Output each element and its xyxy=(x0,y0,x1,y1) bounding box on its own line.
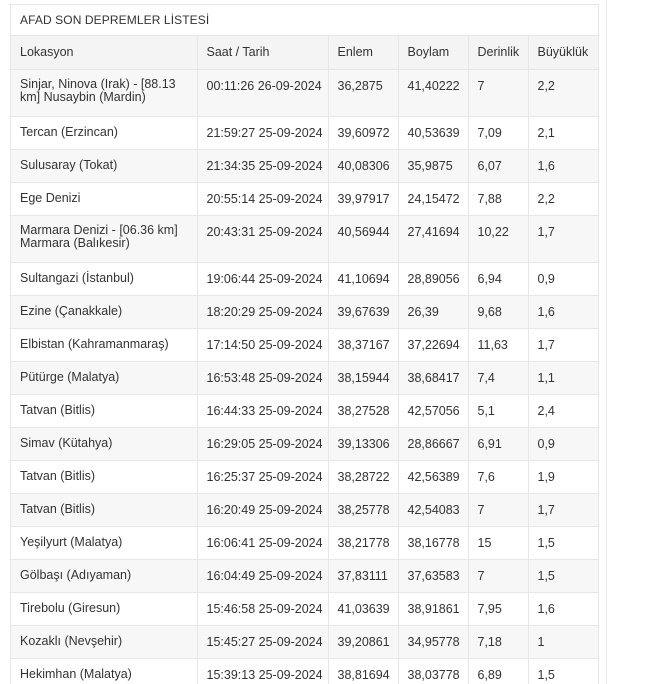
time-date-cell: 16:44:33 25-09-2024 xyxy=(197,394,328,427)
depth-cell: 5,1 xyxy=(468,394,528,427)
longitude-cell: 26,39 xyxy=(398,295,468,328)
longitude-cell: 42,56389 xyxy=(398,460,468,493)
location-cell: Hekimhan (Malatya) xyxy=(11,658,197,684)
depth-cell: 6,89 xyxy=(468,658,528,684)
table-row xyxy=(11,526,599,559)
depth-cell: 7 xyxy=(468,559,528,592)
magnitude-cell: 1,7 xyxy=(528,493,599,526)
latitude-cell: 37,83111 xyxy=(328,559,398,592)
earthquake-table xyxy=(11,36,599,684)
magnitude-cell: 1,9 xyxy=(528,460,599,493)
table-row xyxy=(11,625,599,658)
table-row xyxy=(11,493,599,526)
latitude-cell: 39,60972 xyxy=(328,116,398,149)
magnitude-cell: 1,6 xyxy=(528,592,599,625)
time-date-cell: 20:43:31 25-09-2024 xyxy=(197,215,328,262)
table-row xyxy=(11,215,599,262)
magnitude-cell: 1,6 xyxy=(528,295,599,328)
magnitude-cell: 1 xyxy=(528,625,599,658)
location-cell: Simav (Kütahya) xyxy=(11,427,197,460)
table-row xyxy=(11,116,599,149)
time-date-cell: 15:39:13 25-09-2024 xyxy=(197,658,328,684)
depth-cell: 7,88 xyxy=(468,182,528,215)
depth-cell: 6,94 xyxy=(468,262,528,295)
table-row xyxy=(11,328,599,361)
time-date-cell: 16:04:49 25-09-2024 xyxy=(197,559,328,592)
latitude-cell: 39,13306 xyxy=(328,427,398,460)
magnitude-cell: 0,9 xyxy=(528,427,599,460)
page-divider xyxy=(606,0,607,684)
depth-cell: 10,22 xyxy=(468,215,528,262)
latitude-cell: 38,25778 xyxy=(328,493,398,526)
magnitude-cell: 1,1 xyxy=(528,361,599,394)
latitude-cell: 39,97917 xyxy=(328,182,398,215)
depth-cell: 7,95 xyxy=(468,592,528,625)
depth-cell: 9,68 xyxy=(468,295,528,328)
table-row xyxy=(11,592,599,625)
magnitude-cell: 2,2 xyxy=(528,182,599,215)
longitude-cell: 41,40222 xyxy=(398,69,468,116)
depth-cell: 15 xyxy=(468,526,528,559)
location-cell: Tercan (Erzincan) xyxy=(11,116,197,149)
magnitude-cell: 2,4 xyxy=(528,394,599,427)
column-header-time-date: Saat / Tarih xyxy=(197,36,328,69)
longitude-cell: 28,86667 xyxy=(398,427,468,460)
time-date-cell: 16:25:37 25-09-2024 xyxy=(197,460,328,493)
depth-cell: 6,07 xyxy=(468,149,528,182)
table-row xyxy=(11,559,599,592)
time-date-cell: 16:06:41 25-09-2024 xyxy=(197,526,328,559)
longitude-cell: 38,16778 xyxy=(398,526,468,559)
longitude-cell: 42,54083 xyxy=(398,493,468,526)
latitude-cell: 40,56944 xyxy=(328,215,398,262)
latitude-cell: 38,28722 xyxy=(328,460,398,493)
location-cell: Gölbaşı (Adıyaman) xyxy=(11,559,197,592)
time-date-cell: 18:20:29 25-09-2024 xyxy=(197,295,328,328)
time-date-cell: 00:11:26 26-09-2024 xyxy=(197,69,328,116)
depth-cell: 6,91 xyxy=(468,427,528,460)
table-row xyxy=(11,460,599,493)
longitude-cell: 37,63583 xyxy=(398,559,468,592)
time-date-cell: 16:53:48 25-09-2024 xyxy=(197,361,328,394)
latitude-cell: 36,2875 xyxy=(328,69,398,116)
magnitude-cell: 1,5 xyxy=(528,658,599,684)
location-cell: Kozaklı (Nevşehir) xyxy=(11,625,197,658)
longitude-cell: 34,95778 xyxy=(398,625,468,658)
latitude-cell: 39,67639 xyxy=(328,295,398,328)
latitude-cell: 38,15944 xyxy=(328,361,398,394)
time-date-cell: 16:20:49 25-09-2024 xyxy=(197,493,328,526)
time-date-cell: 15:46:58 25-09-2024 xyxy=(197,592,328,625)
depth-cell: 7,4 xyxy=(468,361,528,394)
table-row xyxy=(11,427,599,460)
location-cell: Tatvan (Bitlis) xyxy=(11,460,197,493)
location-cell: Yeşilyurt (Malatya) xyxy=(11,526,197,559)
location-cell: Tatvan (Bitlis) xyxy=(11,493,197,526)
location-cell: Marmara Denizi - [06.36 km] Marmara (Balıkesir) xyxy=(11,215,197,262)
time-date-cell: 16:29:05 25-09-2024 xyxy=(197,427,328,460)
column-header-latitude: Enlem xyxy=(328,36,398,69)
depth-cell: 7,6 xyxy=(468,460,528,493)
longitude-cell: 35,9875 xyxy=(398,149,468,182)
table-row xyxy=(11,361,599,394)
location-cell: Sulusaray (Tokat) xyxy=(11,149,197,182)
table-row xyxy=(11,69,599,116)
location-cell: Elbistan (Kahramanmaraş) xyxy=(11,328,197,361)
time-date-cell: 17:14:50 25-09-2024 xyxy=(197,328,328,361)
time-date-cell: 21:34:35 25-09-2024 xyxy=(197,149,328,182)
latitude-cell: 38,81694 xyxy=(328,658,398,684)
depth-cell: 7 xyxy=(468,69,528,116)
longitude-cell: 38,03778 xyxy=(398,658,468,684)
depth-cell: 7,18 xyxy=(468,625,528,658)
latitude-cell: 39,20861 xyxy=(328,625,398,658)
time-date-cell: 19:06:44 25-09-2024 xyxy=(197,262,328,295)
latitude-cell: 38,37167 xyxy=(328,328,398,361)
column-header-location: Lokasyon xyxy=(11,36,197,69)
location-cell: Sinjar, Ninova (Irak) - [88.13 km] Nusaybin (Mardin) xyxy=(11,69,197,116)
magnitude-cell: 2,1 xyxy=(528,116,599,149)
time-date-cell: 20:55:14 25-09-2024 xyxy=(197,182,328,215)
longitude-cell: 24,15472 xyxy=(398,182,468,215)
magnitude-cell: 1,6 xyxy=(528,149,599,182)
latitude-cell: 40,08306 xyxy=(328,149,398,182)
column-header-longitude: Boylam xyxy=(398,36,468,69)
latitude-cell: 41,03639 xyxy=(328,592,398,625)
table-row xyxy=(11,149,599,182)
table-row xyxy=(11,295,599,328)
magnitude-cell: 0,9 xyxy=(528,262,599,295)
column-header-depth: Derinlik xyxy=(468,36,528,69)
location-cell: Ege Denizi xyxy=(11,182,197,215)
depth-cell: 7 xyxy=(468,493,528,526)
magnitude-cell: 1,7 xyxy=(528,328,599,361)
table-row xyxy=(11,182,599,215)
longitude-cell: 38,68417 xyxy=(398,361,468,394)
longitude-cell: 38,91861 xyxy=(398,592,468,625)
magnitude-cell: 2,2 xyxy=(528,69,599,116)
magnitude-cell: 1,5 xyxy=(528,526,599,559)
magnitude-cell: 1,7 xyxy=(528,215,599,262)
table-header-row xyxy=(11,36,599,69)
latitude-cell: 38,27528 xyxy=(328,394,398,427)
magnitude-cell: 1,5 xyxy=(528,559,599,592)
location-cell: Tatvan (Bitlis) xyxy=(11,394,197,427)
longitude-cell: 42,57056 xyxy=(398,394,468,427)
longitude-cell: 40,53639 xyxy=(398,116,468,149)
depth-cell: 11,63 xyxy=(468,328,528,361)
depth-cell: 7,09 xyxy=(468,116,528,149)
longitude-cell: 37,22694 xyxy=(398,328,468,361)
latitude-cell: 41,10694 xyxy=(328,262,398,295)
list-title: AFAD SON DEPREMLER LİSTESİ xyxy=(11,5,598,36)
earthquake-list-panel xyxy=(10,4,599,684)
latitude-cell: 38,21778 xyxy=(328,526,398,559)
column-header-magnitude: Büyüklük xyxy=(528,36,599,69)
table-row xyxy=(11,658,599,684)
table-row xyxy=(11,262,599,295)
time-date-cell: 15:45:27 25-09-2024 xyxy=(197,625,328,658)
location-cell: Tirebolu (Giresun) xyxy=(11,592,197,625)
location-cell: Pütürge (Malatya) xyxy=(11,361,197,394)
longitude-cell: 28,89056 xyxy=(398,262,468,295)
table-row xyxy=(11,394,599,427)
longitude-cell: 27,41694 xyxy=(398,215,468,262)
time-date-cell: 21:59:27 25-09-2024 xyxy=(197,116,328,149)
location-cell: Ezine (Çanakkale) xyxy=(11,295,197,328)
location-cell: Sultangazi (İstanbul) xyxy=(11,262,197,295)
